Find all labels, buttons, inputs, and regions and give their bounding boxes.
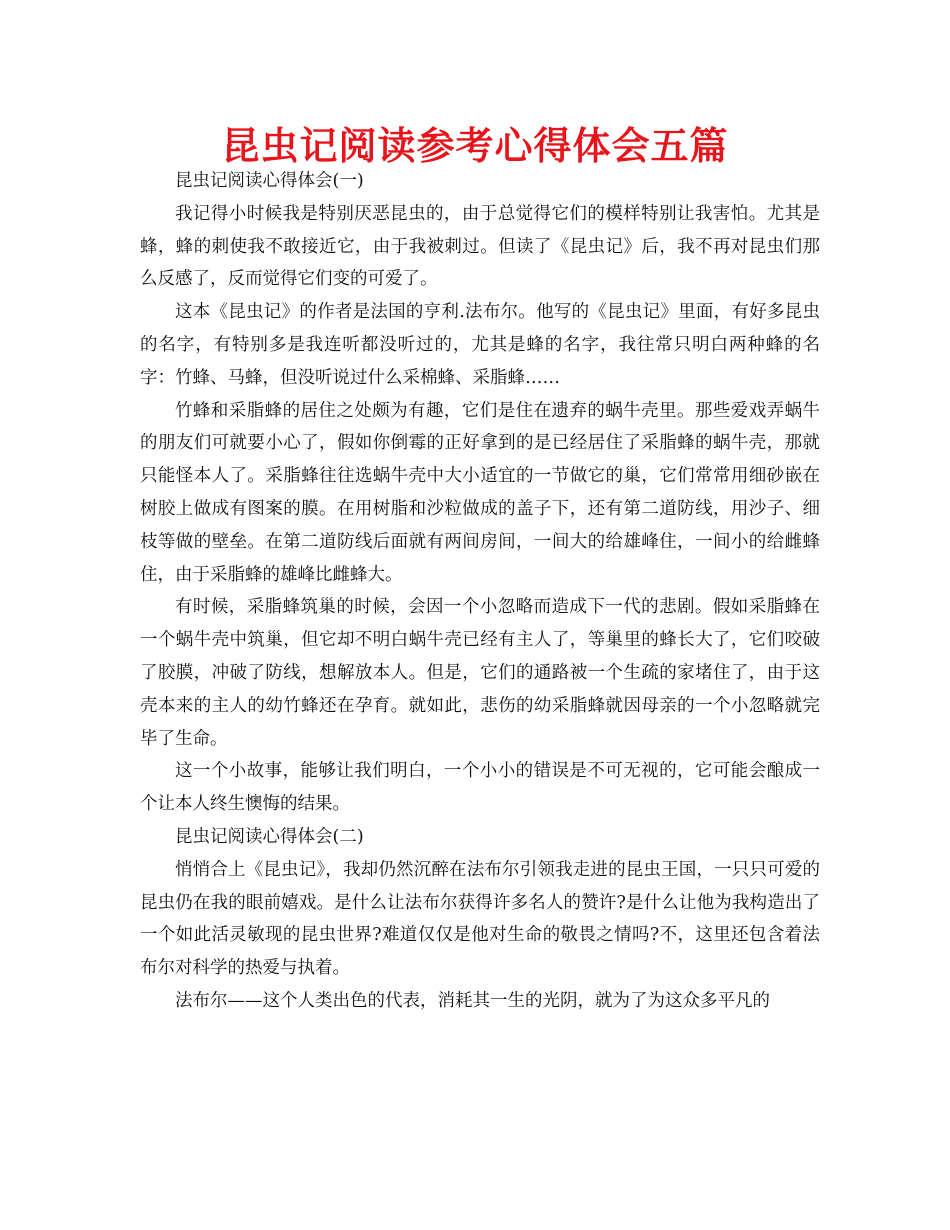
document-body (140, 165, 820, 1018)
paragraph: 有时候，采脂蜂筑巢的时候，会因一个小忽略而造成下一代的悲剧。假如采脂蜂在一个蜗牛壳中筑巢，但它却不明白蜗牛壳已经有主人了，等巢里的蜂长大了，它们咬破了胶膜，冲破了防线，想解放本人。但是，它们的通路被一个生疏的家堵住了，由于这壳本来的主人的幼竹蜂还在孕育。就如此，悲伤的幼采脂蜂就因母亲的一个小忽略就完毕了生命。 (140, 597, 820, 749)
document-title: 昆虫记阅读参考心得体会五篇 (221, 124, 729, 168)
section-heading-1: 昆虫记阅读心得体会(一) (175, 171, 364, 191)
paragraph: 竹蜂和采脂蜂的居住之处颇为有趣，它们是住在遗弃的蜗牛壳里。那些爱戏弄蜗牛的朋友们可就要小心了，假如你倒霉的正好拿到的是已经居住了采脂蜂的蜗牛壳，那就只能怪本人了。采脂蜂往往选蜗牛壳中大小适宜的一节做它的巢，它们常常用细砂嵌在树胶上做成有图案的膜。在用树脂和沙粒做成的盖子下，还有第二道防线，用沙子、细枝等做的壁垒。在第二道防线后面就有两间房间，一间大的给雄峰住，一间小的给雌蜂住，由于采脂蜂的雄峰比雌蜂大。 (140, 400, 820, 585)
paragraph: 我记得小时候我是特别厌恶昆虫的，由于总觉得它们的模样特别让我害怕。尤其是蜂，蜂的刺使我不敢接近它，由于我被刺过。但读了《昆虫记》后，我不再对昆虫们那么反感了，反而觉得它们变的可爱了。 (140, 203, 820, 290)
paragraph: 法布尔——这个人类出色的代表，消耗其一生的光阴，就为了为这众多平凡的 (175, 990, 770, 1011)
paragraph: 这本《昆虫记》的作者是法国的亨利.法布尔。他写的《昆虫记》里面，有好多昆虫的名字，有特别多是我连听都没听过的，尤其是蜂的名字，我往常只明白两种蜂的名字：竹蜂、马蜂，但没听说过什么采棉蜂、采脂蜂…… (140, 302, 820, 388)
paragraph: 悄悄合上《昆虫记》，我却仍然沉醉在法布尔引领我走进的昆虫王国，一只只可爱的昆虫仍在我的眼前嬉戏。是什么让法布尔获得许多名人的赞许?是什么让他为我构造出了一个如此活灵敏现的昆虫世界?难道仅仅是他对生命的敬畏之情吗?不，这里还包含着法布尔对科学的热爱与执着。 (140, 859, 820, 979)
paragraph: 这一个小故事，能够让我们明白，一个小小的错误是不可无视的，它可能会酿成一个让本人终生懊悔的结果。 (140, 761, 820, 815)
section-heading-2: 昆虫记阅读心得体会(二) (175, 826, 364, 847)
